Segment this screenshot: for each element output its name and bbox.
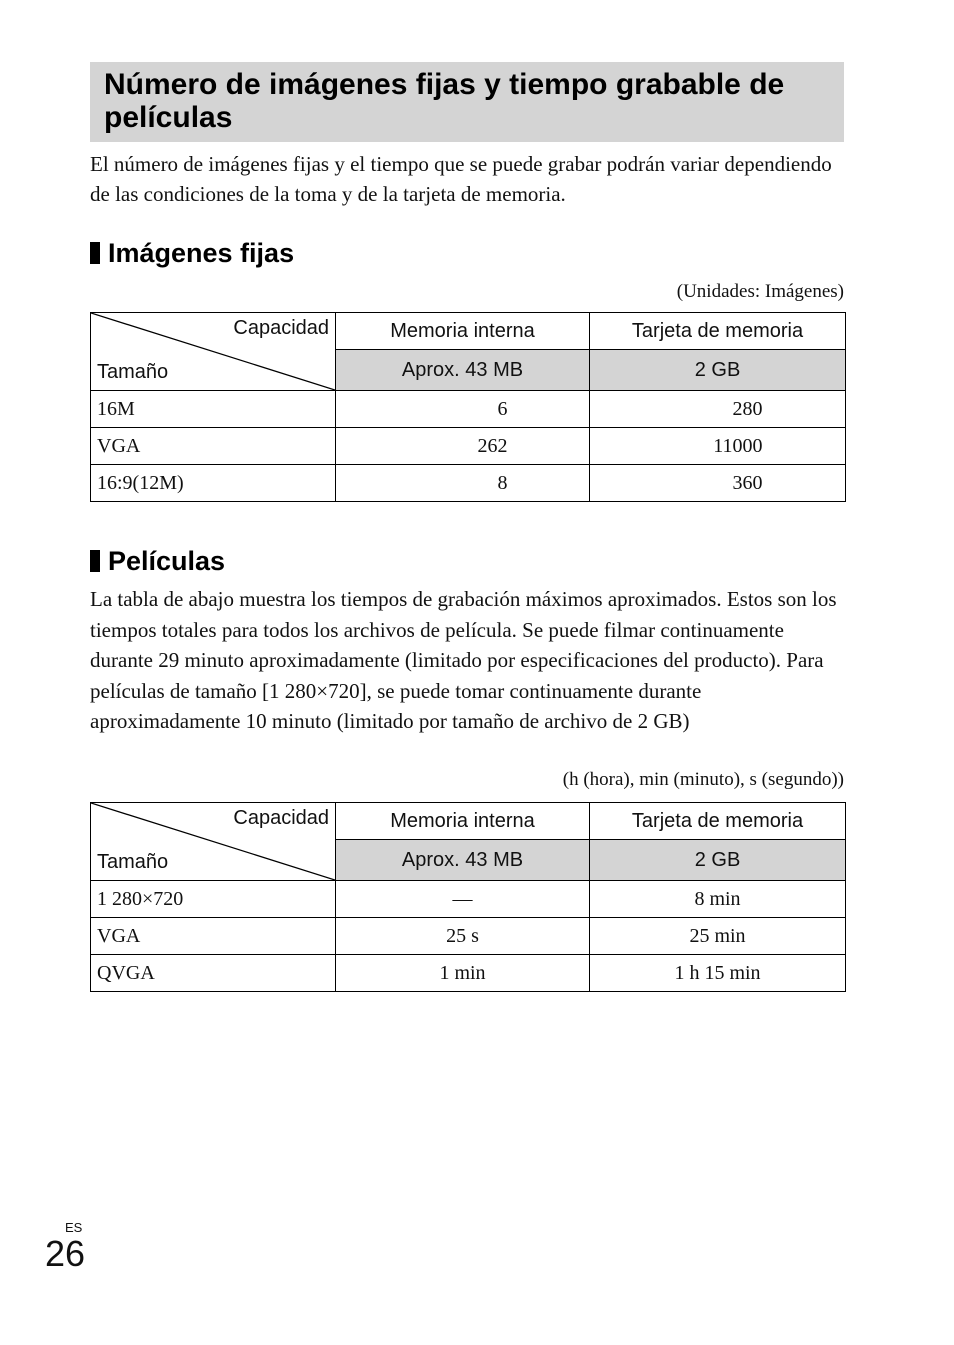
column-header-internal: Memoria interna	[336, 803, 590, 840]
cell-internal	[336, 428, 590, 465]
column-subheader-card: 2 GB	[590, 350, 846, 391]
table-corner-cell	[91, 803, 336, 881]
section-bullet-icon	[90, 242, 100, 264]
row-label: 1 280×720	[91, 881, 336, 918]
cell-value: 11000	[713, 434, 763, 457]
table-header-row	[91, 803, 846, 840]
column-header-card: Tarjeta de memoria	[590, 803, 846, 840]
movies-table	[90, 802, 846, 992]
cell-card: 8 min	[590, 881, 846, 918]
section-title-text: Imágenes fijas	[108, 238, 295, 268]
page-number: 26	[45, 1233, 86, 1274]
table-row	[91, 391, 846, 428]
still-images-table	[90, 312, 846, 502]
cell-internal: 25 s	[336, 918, 590, 955]
units-note-movies: (h (hora), min (minuto), s (segundo))	[562, 769, 844, 790]
cell-value: 6	[497, 397, 508, 420]
column-header-card: Tarjeta de memoria	[590, 313, 846, 350]
cell-card	[590, 428, 846, 465]
section-title-text: Películas	[108, 546, 226, 576]
intro-text: El número de imágenes fijas y el tiempo que se puede grabar podrán variar dependiendo de las condiciones de la toma y de la tarjeta de memoria.	[90, 152, 832, 206]
column-subheader-internal: Aprox. 43 MB	[336, 840, 590, 881]
cell-internal	[336, 465, 590, 502]
cell-value: 280	[732, 397, 763, 420]
cell-card	[590, 465, 846, 502]
cell-internal: 1 min	[336, 955, 590, 992]
corner-label-capacity: Capacidad	[233, 807, 329, 829]
page-title: Número de imágenes fijas y tiempo grabable de películas	[104, 68, 785, 134]
row-label: VGA	[91, 428, 336, 465]
row-label: 16M	[91, 391, 336, 428]
cell-value: 360	[732, 471, 763, 494]
column-subheader-card: 2 GB	[590, 840, 846, 881]
cell-card	[590, 391, 846, 428]
table-row	[91, 428, 846, 465]
language-code: ES	[65, 1220, 83, 1235]
table-row	[91, 918, 846, 955]
cell-value: 262	[477, 434, 508, 457]
cell-internal	[336, 391, 590, 428]
table-corner-cell	[91, 313, 336, 391]
corner-label-size: Tamaño	[97, 851, 169, 873]
row-label: 16:9(12M)	[91, 465, 336, 502]
section-title-still-images	[90, 238, 294, 268]
column-header-internal: Memoria interna	[336, 313, 590, 350]
corner-label-size: Tamaño	[97, 361, 169, 383]
cell-card: 1 h 15 min	[590, 955, 846, 992]
section-title-movies	[90, 546, 225, 576]
column-subheader-internal: Aprox. 43 MB	[336, 350, 590, 391]
section-bullet-icon	[90, 550, 100, 572]
row-label: QVGA	[91, 955, 336, 992]
units-note-still: (Unidades: Imágenes)	[676, 281, 844, 302]
table-header-row	[91, 313, 846, 350]
movies-description: La tabla de abajo muestra los tiempos de grabación máximos aproximados. Estos son los tiempos totales para todos los archivos de película. Se puede filmar continuamente durante 29 minuto aproximadamente (limitado por especificaciones del producto). Para películas de tamaño [1 280×720], se puede tomar continuamente durante aproximadamente 10 minuto (limitado por tamaño de archivo de 2 GB)	[90, 587, 837, 733]
row-label: VGA	[91, 918, 336, 955]
page-title-banner	[90, 62, 844, 142]
corner-label-capacity: Capacidad	[233, 317, 329, 339]
cell-internal: —	[336, 881, 590, 918]
cell-card: 25 min	[590, 918, 846, 955]
table-row	[91, 465, 846, 502]
cell-value: 8	[497, 471, 508, 494]
table-row	[91, 881, 846, 918]
table-row	[91, 955, 846, 992]
